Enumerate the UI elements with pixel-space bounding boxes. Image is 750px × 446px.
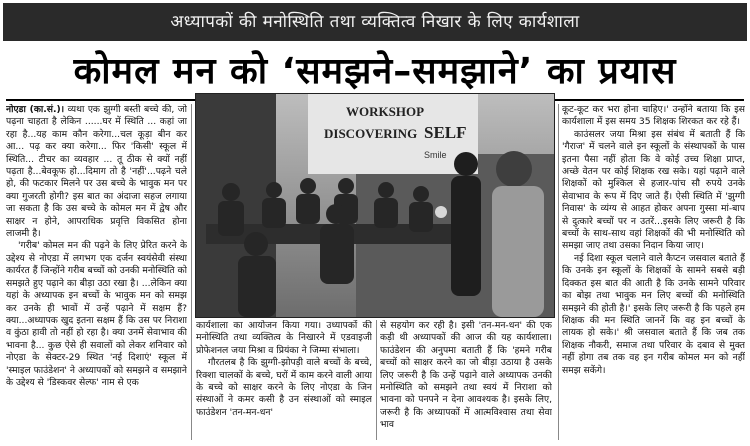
paragraph: 'गरीब' कोमल मन की पढ़ने के लिए प्रेरित करने के उद्देश्य से नोएडा में लगभग एक दर्जन स्वयंसेवी संस्था कार्यरत हैं जिन्होंने गरीब बच्चों को उनकी मनोस्थिति को समझते हुए पढ़ाने का बीड़ा उठा रखा है। ...लेकिन क्या यहां के अध्यापक इन बच्चों के भावुक मन को समझ कर उनके ही भावों में उन्हें पढ़ाने में सक्षम हैं? क्या...अध्यापक खुद इतना सक्षम हैं कि उस पर निराशा व कुंठा हावी तो नहीं हो रहा है। क्या उनमें सेवाभाव की भावना है... कुछ ऐसे ही सवालों को लेकर शनिवार को नोएडा के सेक्टर-29 स्थित 'नई दिशाएं' स्कूल में 'स्माइल फाउंडेशन' ने अध्यापकों को समझने व समझाने के उद्देश्य से 'डिस्कवर सेल्फ' नाम से एक — [6, 240, 187, 388]
board-text-discovering: DISCOVERING — [324, 126, 418, 141]
paragraph: कार्यशाला का आयोजन किया गया। उध्यापकों की मनोस्थिति तथा व्यक्तित्व के निखारने में एडवाइजी प्रोफेशनल जया मिश्रा व प्रियंका ने जिम्मा संभाला। — [196, 320, 372, 356]
board-text-self: SELF — [424, 123, 467, 142]
article-column-4 — [562, 104, 745, 440]
paragraph-text: व्यथा एक झुग्गी बस्ती बच्चे की, जो पढ़ना चाहता है लेकिन ......घर में स्थिति ... कहां जा रहा है...यह काम कौन करेगा...चल कूड़ा बीन कर आ... पढ़ कर क्या करेगा... फिर 'किसी' स्कूल में स्थिति... टीचर का व्यवहार ... तू ठीक से क्यों नहीं पढ़ता है...बेवकूफ हो...दिमाग तो है 'नहीं'...पढ़ने चले हो, की फटकार मिलने पर उस बच्चे के भावुक मन पर क्या गुजरती होगी? इस बात का अंदाजा सहज लगाया जा सकता है कि उस बच्चे के कोमल मन में द्वेष और साक्षर न होने, आपराधिक प्रवृत्ति विकसित होना लाजमी है। — [6, 104, 187, 240]
kicker-banner: अध्यापकों की मनोस्थिति तथा व्यक्तित्व निखार के लिए कार्यशाला — [3, 3, 747, 41]
paragraph: गौरतलब है कि झुग्गी-झोपड़ी वाले बच्चों के बच्चे, रिक्शा चालकों के बच्चे, घरों में काम करने वाली आया के बच्चे को साक्षर करने के लिए नोएडा के जिन संस्थाओं ने कमर कसी है उन संस्थाओं को स्माइल फाउंडेशन 'तन-मन-धन' — [196, 357, 372, 418]
paragraph: नई दिशा स्कूल चलाने वाले कैप्टन जसवाल बताते हैं कि उनके इन स्कूलों के शिक्षकों के सामने सबसे बड़ी दिक्कत इस बात की आती है कि उनके सामने परिवार का बोझ तथा भावुक मन लिए बच्चों की मनोस्थिति समझने की होती है।' इसके लिए जरूरी है कि पहले हम शिक्षक की मन स्थिति जाननें कि वह इन बच्चों के लायक हो सके।' श्री जसवाल बताते हैं कि जब तक शिक्षक नौकरी, समाज तथा परिवार के दबाव से मुक्त नहीं होगा तब तक वह इन गरीब कोमल मन को नहीं समझ सकेंगे। — [562, 252, 745, 376]
article-column-1 — [6, 104, 187, 440]
article-column-2 — [196, 320, 372, 440]
dateline: नोएडा (का.सं.)। — [6, 104, 65, 115]
workshop-photo — [195, 93, 555, 318]
photo-illustration — [196, 94, 554, 317]
column-divider — [558, 104, 559, 440]
article-column-3 — [380, 320, 552, 440]
column-divider — [191, 104, 192, 440]
board-text-smile: Smile — [424, 150, 447, 160]
paragraph: से सहयोग कर रही है। इसी 'तन-मन-धन' की एक कड़ी थी अध्यापकों की आज की यह कार्यशाला। फाउंडेशन की अनुपमा बताती हैं कि 'हमने गरीब बच्चों को साक्षर करने का जो बीड़ा उठाया है उसके लिए जरूरी है कि उन्हें पढ़ाने वाले अध्यापक उनकी मनोस्थिति को समझने तथा स्वयं में निराशा को भावना को पनपने न देना आवश्यक है। इसके लिए, जरूरी है कि अध्यापकों में आत्मविश्वास तथा सेवा भाव — [380, 320, 552, 431]
headline: कोमल मन को ‘समझने–समझाने’ का प्रयास — [73, 51, 677, 92]
paragraph: कूट-कूट कर भरा होना चाहिए।' उन्होंने बताया कि इस कार्यशाला में इस समय 35 शिक्षक शिरकत कर रहे हैं। — [562, 104, 745, 128]
column-divider — [376, 320, 377, 440]
paragraph — [6, 104, 187, 240]
paragraph: काउंसलर जया मिश्रा इस संबंध में बताती हैं कि 'गैराज' में चलने वाले इन स्कूलों के संस्थापकों के पास इतना पैसा नहीं होता कि वे कोई उच्च शिक्षा प्राप्त, अच्छे वेतन पर कोई शिक्षक रख सके। यहां पढ़ाने वाले शिक्षकों को मुश्किल से हजार-पांच सौ रुपये उनके सेवाभाव के रूप में दिए जाते हैं। ऐसी स्थिति में 'झुग्गी निवास' के व्यंग्य से आहत होकर अपना गुस्सा मां-बाप से दुत्कारे बच्चों पर न उतरें...इसके लिए जरूरी है कि बच्चों के साथ-साथ वहां शिक्षकों की भी मनोस्थिति को समझा जाए तथा उसका निदान किया जाए। — [562, 128, 745, 252]
board-text-workshop: WORKSHOP — [346, 104, 425, 119]
